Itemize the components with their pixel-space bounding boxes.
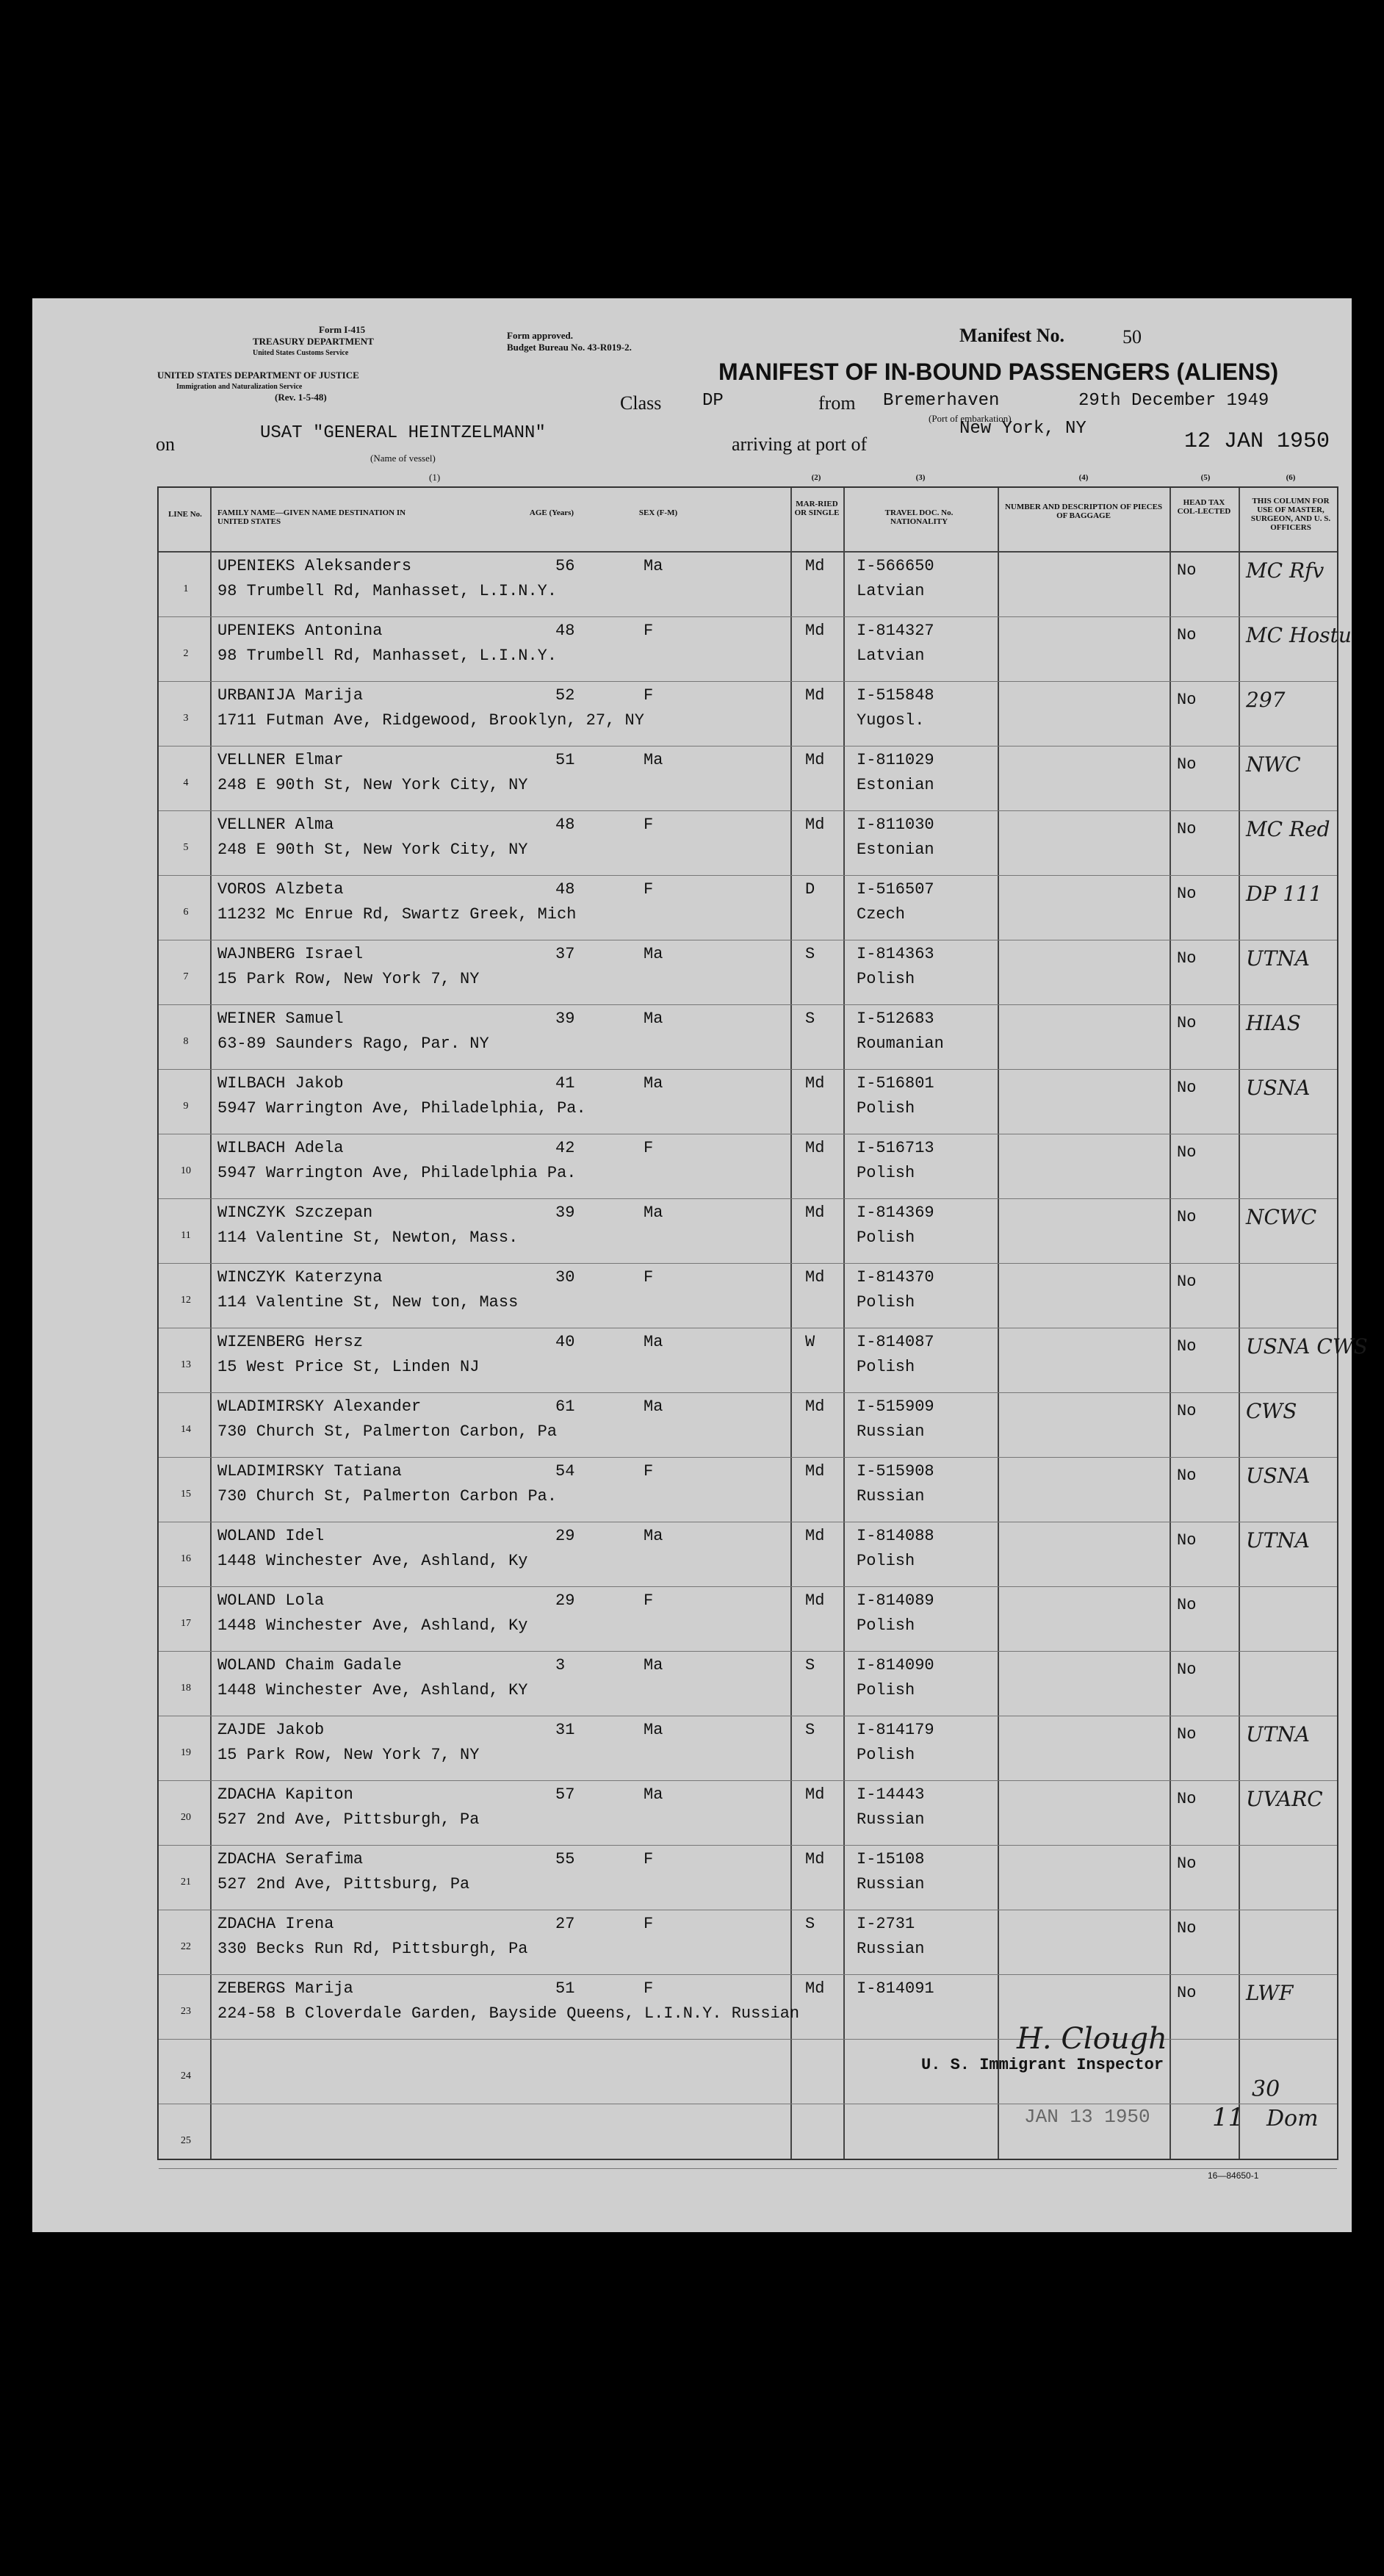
marital-status: Md [805,1204,825,1222]
passenger-sex: Ma [644,945,663,963]
head-tax: No [1177,1467,1197,1485]
line-number: 4 [183,777,189,788]
passenger-destination: 98 Trumbell Rd, Manhasset, L.I.N.Y. [217,647,558,665]
nationality: Estonian [857,776,934,794]
travel-doc: I-15108 [857,1850,925,1868]
officer-note: NWC [1246,752,1301,777]
passenger-sex: F [644,1462,654,1481]
table-row [159,1522,1337,1587]
line-number: 8 [183,1036,189,1047]
count-note: 11 [1212,2103,1244,2132]
table-row [159,1328,1368,1393]
passenger-destination: 730 Church St, Palmerton Carbon, Pa [217,1422,558,1441]
table-row [159,2104,1337,2169]
passenger-sex: F [644,1139,654,1157]
nationality: Polish [857,1293,915,1312]
travel-doc: I-814089 [857,1591,934,1610]
passenger-name: WLADIMIRSKY Alexander [217,1397,422,1416]
marital-status: S [805,945,815,963]
passenger-name: UPENIEKS Antonina [217,622,383,640]
passenger-sex: Ma [644,557,663,575]
nationality: Russian [857,1875,925,1893]
passenger-sex: Ma [644,1204,663,1222]
col-tax-header: HEAD TAX COL-LECTED [1177,498,1231,516]
travel-doc: I-811029 [857,751,934,769]
marital-status: Md [805,686,825,705]
passenger-age: 54 [555,1462,575,1481]
col-sex-header: SEX (F-M) [638,508,678,517]
head-tax: No [1177,1273,1197,1291]
col-6-number: (6) [1286,473,1296,482]
officer-note: UTNA [1246,946,1310,971]
passenger-name: WAJNBERG Israel [217,945,364,963]
approved-label: Form approved. [507,330,574,341]
head-tax: No [1177,1143,1197,1162]
passenger-name: URBANIJA Marija [217,686,364,705]
nationality: Czech [857,905,906,924]
passenger-sex: F [644,686,654,705]
line-number: 16 [181,1553,191,1564]
table-row [159,940,1337,1005]
nationality: Russian [857,1810,925,1829]
passenger-name: WINCZYK Katerzyna [217,1268,383,1287]
head-tax: No [1177,1337,1197,1356]
table-row [159,1134,1337,1199]
marital-status: Md [805,816,825,834]
passenger-age: 52 [555,686,575,705]
nationality: Polish [857,1616,915,1635]
arrival-date: 12 JAN 1950 [1184,429,1330,454]
head-tax: No [1177,1079,1197,1097]
passenger-destination: 330 Becks Run Rd, Pittsburgh, Pa [217,1940,528,1958]
marital-status: Md [805,1268,825,1287]
col-married-header: MAR-RIED OR SINGLE [794,500,840,517]
passenger-age: 37 [555,945,575,963]
inspection-stamp: JAN 13 1950 [1024,2106,1150,2128]
passenger-name: WEINER Samuel [217,1010,344,1028]
passenger-name: WINCZYK Szczepan [217,1204,373,1222]
travel-doc: I-516713 [857,1139,934,1157]
passenger-age: 51 [555,751,575,769]
nationality: Polish [857,1681,915,1699]
passenger-destination: 15 Park Row, New York 7, NY [217,1746,480,1764]
passenger-age: 29 [555,1591,575,1610]
table-row [159,617,1352,682]
budget-label: Budget Bureau No. 43-R019-2. [507,342,632,353]
passenger-destination: 114 Valentine St, Newton, Mass. [217,1228,519,1247]
table-row [159,1458,1337,1522]
passenger-sex: Ma [644,1010,663,1028]
marital-status: S [805,1915,815,1933]
head-tax: No [1177,1661,1197,1679]
travel-doc: I-814369 [857,1204,934,1222]
passenger-sex: F [644,622,654,640]
line-number: 19 [181,1747,191,1758]
passenger-name: WLADIMIRSKY Tatiana [217,1462,402,1481]
passenger-name: VELLNER Alma [217,816,334,834]
col-2-number: (2) [811,473,821,482]
nationality: Russian [857,1422,925,1441]
col-line-header: LINE No. [168,510,202,519]
marital-status: Md [805,1527,825,1545]
passenger-destination: 114 Valentine St, New ton, Mass [217,1293,519,1312]
officer-note: NCWC [1246,1205,1317,1229]
marital-status: Md [805,557,825,575]
officer-note: USNA CWS [1246,1334,1368,1359]
officer-note: USNA [1246,1076,1311,1100]
line-number: 25 [181,2135,191,2146]
line-number: 11 [181,1230,191,1241]
passenger-destination: 248 E 90th St, New York City, NY [217,841,528,859]
travel-doc: I-566650 [857,557,934,575]
nationality: Polish [857,1552,915,1570]
passenger-sex: F [644,1591,654,1610]
travel-doc: I-516801 [857,1074,934,1093]
head-tax: No [1177,885,1197,903]
travel-doc: I-14443 [857,1785,925,1804]
passenger-sex: F [644,1850,654,1868]
passenger-destination: 1448 Winchester Ave, Ashland, KY [217,1681,528,1699]
table-row [159,1781,1337,1846]
table-row [159,1264,1337,1328]
travel-doc: I-814091 [857,1979,934,1998]
passenger-name: WILBACH Adela [217,1139,344,1157]
class-label: Class [620,392,662,414]
passenger-name: VOROS Alzbeta [217,880,344,899]
line-number: 15 [181,1489,191,1500]
head-tax: No [1177,1531,1197,1550]
justice-label: UNITED STATES DEPARTMENT OF JUSTICE [157,370,359,381]
officer-note: MC Rfv [1246,558,1324,583]
passenger-name: ZDACHA Kapiton [217,1785,353,1804]
table-row [159,746,1337,811]
officer-note: UTNA [1246,1722,1310,1746]
col-baggage-header: NUMBER AND DESCRIPTION OF PIECES OF BAGGAGE [1004,503,1163,520]
on-label: on [156,433,175,455]
passenger-sex: F [644,1979,654,1998]
travel-doc: I-814087 [857,1333,934,1351]
passenger-age: 27 [555,1915,575,1933]
table-row [159,1393,1337,1458]
passenger-age: 31 [555,1721,575,1739]
line-number: 10 [181,1165,191,1176]
passenger-name: WOLAND Chaim Gadale [217,1656,402,1674]
line-number: 17 [181,1618,191,1629]
passenger-name: ZEBERGS Marija [217,1979,353,1998]
passenger-sex: F [644,880,654,899]
passenger-age: 40 [555,1333,575,1351]
passenger-name: WOLAND Lola [217,1591,325,1610]
nationality: Russian [857,1940,925,1958]
nationality: Polish [857,1099,915,1118]
passenger-destination: 5947 Warrington Ave, Philadelphia, Pa. [217,1099,586,1118]
passenger-age: 30 [555,1268,575,1287]
passenger-age: 29 [555,1527,575,1545]
embark-label: (Port of embarkation) [929,413,1012,424]
line-number: 2 [183,648,189,659]
passenger-name: VELLNER Elmar [217,751,344,769]
travel-doc: I-512683 [857,1010,934,1028]
line-number: 18 [181,1683,191,1694]
treasury-label: TREASURY DEPARTMENT [253,336,374,347]
passenger-age: 48 [555,622,575,640]
head-tax: No [1177,1854,1197,1873]
col-age-header: AGE (Years) [529,508,574,517]
head-tax: No [1177,1790,1197,1808]
head-tax: No [1177,561,1197,580]
customs-label: United States Customs Service [253,349,349,357]
head-tax: No [1177,820,1197,838]
passenger-destination: 248 E 90th St, New York City, NY [217,776,528,794]
passenger-sex: Ma [644,1785,663,1804]
head-tax: No [1177,626,1197,644]
officer-note: UVARC [1246,1787,1323,1811]
passenger-sex: Ma [644,1074,663,1093]
travel-doc: I-814327 [857,622,934,640]
passenger-destination: 15 West Price St, Linden NJ [217,1358,480,1376]
fraction-note: 30 [1252,2076,1280,2102]
passenger-age: 55 [555,1850,575,1868]
line-number: 9 [183,1101,189,1112]
marital-status: S [805,1656,815,1674]
marital-status: Md [805,1785,825,1804]
line-number: 21 [181,1877,191,1888]
passenger-age: 48 [555,880,575,899]
marital-status: Md [805,751,825,769]
passenger-age: 51 [555,1979,575,1998]
officer-note: DP 111 [1246,882,1322,906]
passenger-age: 61 [555,1397,575,1416]
officer-note: MC Hostu [1246,623,1352,647]
table-row [159,811,1337,876]
travel-doc: I-811030 [857,816,934,834]
line-number: 3 [183,713,189,724]
passenger-sex: Ma [644,1527,663,1545]
vessel-name: USAT "GENERAL HEINTZELMANN" [260,423,546,443]
line-number: 1 [183,583,189,594]
column-number: (1) [429,472,441,483]
marital-status: W [805,1333,815,1351]
travel-doc: I-814179 [857,1721,934,1739]
head-tax: No [1177,691,1197,709]
manifest-label: Manifest No. [959,325,1064,346]
officer-note: MC Red [1246,817,1330,841]
nationality: Polish [857,970,915,988]
passenger-age: 48 [555,816,575,834]
passenger-age: 3 [555,1656,566,1674]
marital-status: Md [805,1979,825,1998]
passenger-age: 39 [555,1204,575,1222]
table-row [159,1846,1337,1910]
class-value: DP [702,391,724,411]
inspector-label: U. S. Immigrant Inspector [921,2056,1164,2074]
line-number: 24 [181,2070,191,2082]
table-row [159,1652,1337,1716]
passenger-name: ZDACHA Serafima [217,1850,364,1868]
dom-note: Dom [1266,2106,1319,2131]
line-number: 22 [181,1941,191,1952]
inspector-signature: H. Clough [1017,2022,1167,2056]
form-code: 16—84650-1 [1208,2170,1259,2181]
officer-note: LWF [1246,1981,1294,2005]
head-tax: No [1177,1014,1197,1032]
table-row [159,1199,1337,1264]
ins-label: Immigration and Naturalization Service [176,383,303,391]
officer-note: 297 [1246,688,1286,712]
marital-status: S [805,1010,815,1028]
passenger-destination: 1711 Futman Ave, Ridgewood, Brooklyn, 27, NY [217,711,644,730]
passenger-name: ZDACHA Irena [217,1915,334,1933]
travel-doc: I-516507 [857,880,934,899]
col-4-number: (4) [1078,473,1089,482]
passenger-name: WILBACH Jakob [217,1074,344,1093]
arrival-port: New York, NY [959,419,1086,439]
manifest-title: MANIFEST OF IN-BOUND PASSENGERS (ALIENS) [718,359,1279,385]
passenger-age: 42 [555,1139,575,1157]
line-number: 7 [183,971,189,982]
passenger-age: 57 [555,1785,575,1804]
travel-doc: I-814088 [857,1527,934,1545]
form-number: Form I-415 [319,324,366,335]
nationality: Roumanian [857,1035,944,1053]
line-number: 23 [181,2006,191,2017]
passenger-sex: Ma [644,1721,663,1739]
passenger-destination: 1448 Winchester Ave, Ashland, Ky [217,1552,528,1570]
manifest-number: 50 [1122,326,1142,348]
nationality: Latvian [857,647,925,665]
from-label: from [818,392,856,414]
travel-doc: I-814363 [857,945,934,963]
marital-status: Md [805,1591,825,1610]
passenger-destination: 98 Trumbell Rd, Manhasset, L.I.N.Y. [217,582,558,600]
passenger-sex: Ma [644,1333,663,1351]
nationality: Yugosl. [857,711,925,730]
officer-note: HIAS [1246,1011,1301,1035]
marital-status: Md [805,1074,825,1093]
passenger-age: 41 [555,1074,575,1093]
col-travel-header: TRAVEL DOC. No. NATIONALITY [884,508,954,526]
line-number: 13 [181,1359,191,1370]
passenger-sex: Ma [644,1397,663,1416]
head-tax: No [1177,1725,1197,1744]
passenger-sex: F [644,816,654,834]
marital-status: D [805,880,815,899]
officer-note: UTNA [1246,1528,1310,1553]
table-row [159,1716,1337,1781]
marital-status: Md [805,1397,825,1416]
line-number: 20 [181,1812,191,1823]
passenger-destination: 15 Park Row, New York 7, NY [217,970,480,988]
head-tax: No [1177,1208,1197,1226]
vessel-label: (Name of vessel) [370,453,436,464]
marital-status: S [805,1721,815,1739]
manifest-sheet [32,298,1368,2232]
marital-status: Md [805,1462,825,1481]
travel-doc: I-814090 [857,1656,934,1674]
passenger-name: ZAJDE Jakob [217,1721,325,1739]
nationality: Russian [857,1487,925,1505]
nationality: Polish [857,1228,915,1247]
passenger-age: 56 [555,557,575,575]
col-officers-header: THIS COLUMN FOR USE OF MASTER, SURGEON, AND U. S. OFFICERS [1250,497,1331,532]
passenger-destination: 5947 Warrington Ave, Philadelphia Pa. [217,1164,577,1182]
travel-doc: I-2731 [857,1915,915,1933]
table-row [159,1587,1337,1652]
passenger-table [157,473,1368,2160]
marital-status: Md [805,1850,825,1868]
nationality: Estonian [857,841,934,859]
travel-doc: I-515848 [857,686,934,705]
departure-date: 29th December 1949 [1078,391,1269,411]
nationality: Latvian [857,582,925,600]
travel-doc: I-515908 [857,1462,934,1481]
passenger-destination: 11232 Mc Enrue Rd, Swartz Greek, Mich [217,905,577,924]
officer-note: CWS [1246,1399,1297,1423]
head-tax: No [1177,949,1197,968]
head-tax: No [1177,1402,1197,1420]
officer-note: USNA [1246,1464,1311,1488]
passenger-sex: Ma [644,751,663,769]
passenger-name: UPENIEKS Aleksanders [217,557,412,575]
head-tax: No [1177,1984,1197,2002]
passenger-sex: Ma [644,1656,663,1674]
nationality: Polish [857,1164,915,1182]
passenger-destination: 224-58 B Cloverdale Garden, Bayside Queens, L.I.N.Y. Russian [217,2004,800,2023]
marital-status: Md [805,1139,825,1157]
table-row [159,553,1337,617]
head-tax: No [1177,1596,1197,1614]
passenger-destination: 1448 Winchester Ave, Ashland, Ky [217,1616,528,1635]
table-row [159,876,1337,940]
passenger-sex: F [644,1268,654,1287]
col-name-header: FAMILY NAME—GIVEN NAME DESTINATION IN UNITED STATES [217,508,406,526]
col-5-number: (5) [1200,473,1211,482]
travel-doc: I-515909 [857,1397,934,1416]
passenger-destination: 527 2nd Ave, Pittsburgh, Pa [217,1810,480,1829]
passenger-destination: 730 Church St, Palmerton Carbon Pa. [217,1487,558,1505]
nationality: Polish [857,1358,915,1376]
marital-status: Md [805,622,825,640]
table-row [159,682,1337,746]
arriving-label: arriving at port of [732,433,868,455]
passenger-name: WIZENBERG Hersz [217,1333,364,1351]
passenger-destination: 527 2nd Ave, Pittsburg, Pa [217,1875,470,1893]
nationality: Polish [857,1746,915,1764]
passenger-name: WOLAND Idel [217,1527,325,1545]
passenger-sex: F [644,1915,654,1933]
travel-doc: I-814370 [857,1268,934,1287]
rev-label: (Rev. 1-5-48) [275,392,327,403]
head-tax: No [1177,1919,1197,1938]
table-row [159,1910,1337,1975]
table-row [159,1005,1337,1070]
from-value: Bremerhaven [883,391,1000,411]
line-number: 6 [183,907,189,918]
passenger-destination: 63-89 Saunders Rago, Par. NY [217,1035,489,1053]
head-tax: No [1177,755,1197,774]
col-3-number: (3) [915,473,926,482]
line-number: 5 [183,842,189,853]
table-row [159,1070,1337,1134]
passenger-age: 39 [555,1010,575,1028]
line-number: 12 [181,1295,191,1306]
line-number: 14 [181,1424,191,1435]
